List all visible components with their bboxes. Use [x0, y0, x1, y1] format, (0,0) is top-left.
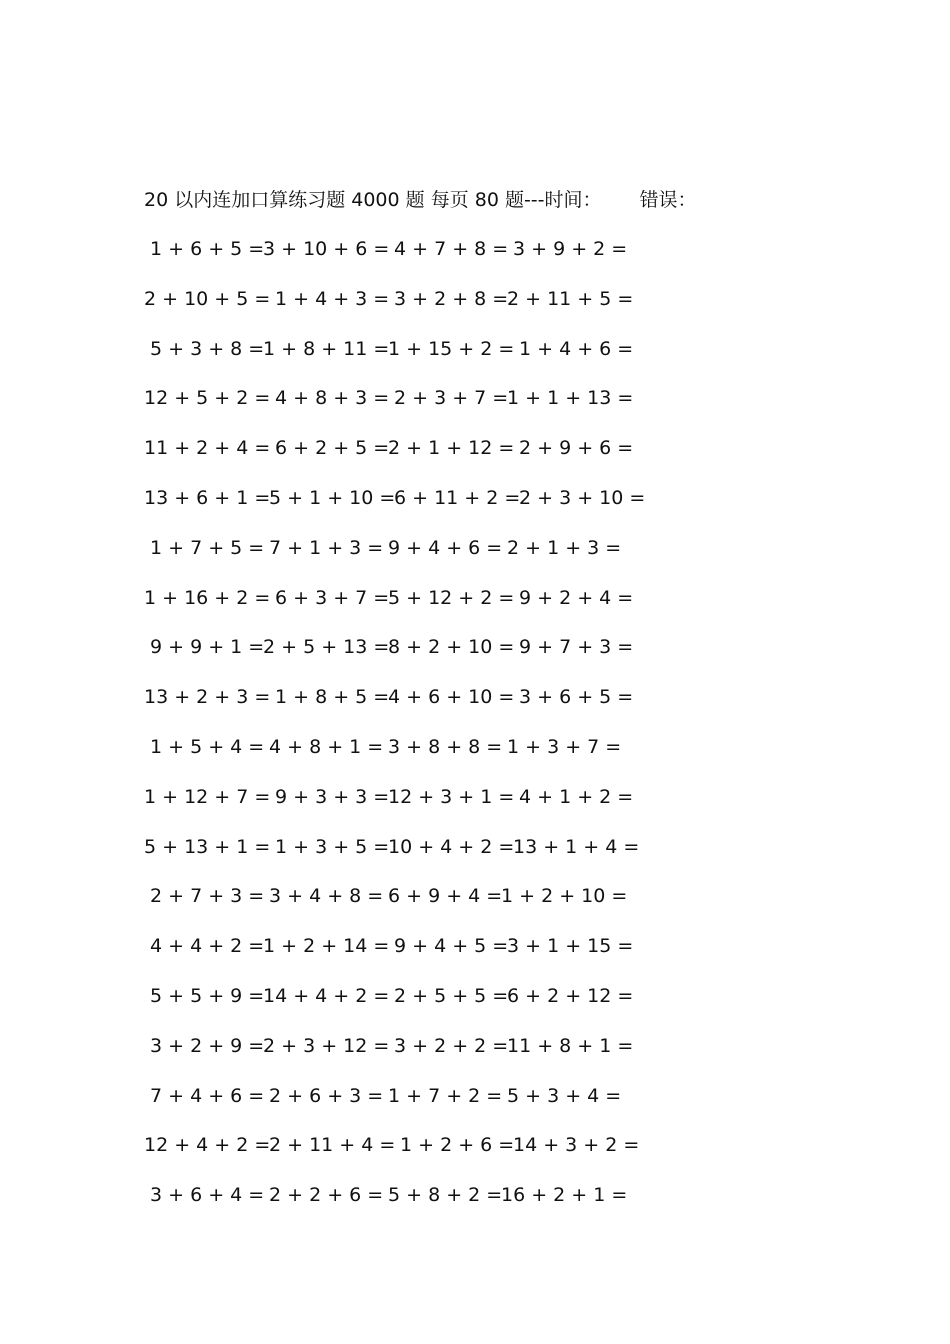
- arithmetic-problem: 9 + 4 + 6 =: [388, 536, 503, 559]
- arithmetic-problem: 3 + 2 + 2 =: [394, 1034, 509, 1057]
- arithmetic-problem: 3 + 9 + 2 =: [513, 238, 628, 260]
- arithmetic-problem: 14 + 3 + 2 =: [513, 1134, 640, 1157]
- arithmetic-problem: 5 + 5 + 9 =: [150, 984, 265, 1007]
- arithmetic-problem: 1 + 2 + 6 =: [400, 1134, 515, 1157]
- arithmetic-problem: 2 + 1 + 12 =: [388, 437, 515, 460]
- arithmetic-problem: 3 + 6 + 5 =: [519, 686, 634, 709]
- arithmetic-problem: 2 + 10 + 5 =: [144, 287, 271, 310]
- arithmetic-problem: 2 + 3 + 10 =: [519, 486, 646, 509]
- arithmetic-problem: 1 + 3 + 5 =: [275, 835, 390, 858]
- arithmetic-problem: 1 + 12 + 7 =: [144, 785, 271, 808]
- arithmetic-problem: 2 + 2 + 6 =: [269, 1184, 384, 1207]
- arithmetic-problem: 1 + 6 + 5 =: [150, 238, 265, 260]
- arithmetic-problem: 6 + 3 + 7 =: [275, 586, 390, 609]
- arithmetic-problem: 13 + 6 + 1 =: [144, 486, 271, 509]
- arithmetic-problem: 4 + 8 + 3 =: [275, 387, 390, 410]
- arithmetic-problem: 8 + 2 + 10 =: [388, 636, 515, 659]
- arithmetic-problem: 13 + 1 + 4 =: [513, 835, 640, 858]
- arithmetic-problem: 5 + 1 + 10 =: [269, 486, 396, 509]
- arithmetic-problem: 2 + 5 + 5 =: [394, 984, 509, 1007]
- arithmetic-problem: 1 + 7 + 5 =: [150, 536, 265, 559]
- arithmetic-problem: 3 + 6 + 4 =: [150, 1184, 265, 1207]
- arithmetic-problem: 1 + 7 + 2 =: [388, 1084, 503, 1107]
- arithmetic-problem: 1 + 4 + 3 =: [275, 287, 390, 310]
- arithmetic-problem: 7 + 4 + 6 =: [150, 1084, 265, 1107]
- arithmetic-problem: 5 + 3 + 4 =: [507, 1084, 622, 1107]
- worksheet-header: [144, 186, 697, 214]
- arithmetic-problem: 11 + 8 + 1 =: [507, 1034, 634, 1057]
- arithmetic-problem: 3 + 10 + 6 =: [263, 238, 390, 260]
- arithmetic-problem: 9 + 4 + 5 =: [394, 935, 509, 958]
- arithmetic-problem: 12 + 5 + 2 =: [144, 387, 271, 410]
- arithmetic-problem: 3 + 1 + 15 =: [507, 935, 634, 958]
- arithmetic-problem: 5 + 12 + 2 =: [388, 586, 515, 609]
- arithmetic-problem: 3 + 8 + 8 =: [388, 735, 503, 758]
- arithmetic-problem: 14 + 4 + 2 =: [263, 984, 390, 1007]
- arithmetic-problem: 1 + 5 + 4 =: [150, 735, 265, 758]
- arithmetic-problem: 7 + 1 + 3 =: [269, 536, 384, 559]
- arithmetic-problem: 6 + 11 + 2 =: [394, 486, 521, 509]
- arithmetic-problem: 5 + 3 + 8 =: [150, 337, 265, 360]
- arithmetic-problem: 2 + 9 + 6 =: [519, 437, 634, 460]
- arithmetic-problem: 11 + 2 + 4 =: [144, 437, 271, 460]
- arithmetic-problem: 2 + 6 + 3 =: [269, 1084, 384, 1107]
- arithmetic-problem: 1 + 8 + 5 =: [275, 686, 390, 709]
- arithmetic-problem: 12 + 3 + 1 =: [388, 785, 515, 808]
- arithmetic-problem: 1 + 4 + 6 =: [519, 337, 634, 360]
- arithmetic-problem: 12 + 4 + 2 =: [144, 1134, 271, 1157]
- arithmetic-problem: 9 + 9 + 1 =: [150, 636, 265, 659]
- arithmetic-problem: 5 + 8 + 2 =: [388, 1184, 503, 1207]
- arithmetic-problem: 4 + 7 + 8 =: [394, 238, 509, 260]
- arithmetic-problem: 16 + 2 + 1 =: [501, 1184, 628, 1207]
- arithmetic-problem: 4 + 8 + 1 =: [269, 735, 384, 758]
- errors-label: 错误：: [639, 189, 697, 211]
- arithmetic-problem: 2 + 11 + 4 =: [269, 1134, 396, 1157]
- arithmetic-problem: 9 + 7 + 3 =: [519, 636, 634, 659]
- arithmetic-problem: 3 + 2 + 9 =: [150, 1034, 265, 1057]
- arithmetic-problem: 3 + 2 + 8 =: [394, 287, 509, 310]
- arithmetic-problem: 1 + 15 + 2 =: [388, 337, 515, 360]
- arithmetic-problem: 1 + 2 + 10 =: [501, 885, 628, 908]
- arithmetic-problem: 4 + 1 + 2 =: [519, 785, 634, 808]
- arithmetic-problem: 4 + 6 + 10 =: [388, 686, 515, 709]
- arithmetic-problem: 13 + 2 + 3 =: [144, 686, 271, 709]
- arithmetic-problem: 1 + 2 + 14 =: [263, 935, 390, 958]
- arithmetic-problem: 10 + 4 + 2 =: [388, 835, 515, 858]
- arithmetic-problem: 2 + 11 + 5 =: [507, 287, 634, 310]
- arithmetic-problem: 2 + 5 + 13 =: [263, 636, 390, 659]
- arithmetic-problem: 4 + 4 + 2 =: [150, 935, 265, 958]
- arithmetic-problem: 1 + 16 + 2 =: [144, 586, 271, 609]
- arithmetic-problem: 1 + 8 + 11 =: [263, 337, 390, 360]
- arithmetic-problem: 9 + 3 + 3 =: [275, 785, 390, 808]
- arithmetic-problem: 5 + 13 + 1 =: [144, 835, 271, 858]
- worksheet-title: 20 以内连加口算练习题 4000 题 每页 80 题---时间：: [144, 189, 602, 211]
- arithmetic-problem: 6 + 2 + 5 =: [275, 437, 390, 460]
- arithmetic-problem: 2 + 3 + 7 =: [394, 387, 509, 410]
- arithmetic-problem: 1 + 1 + 13 =: [507, 387, 634, 410]
- arithmetic-problem: 6 + 2 + 12 =: [507, 984, 634, 1007]
- arithmetic-problem: 6 + 9 + 4 =: [388, 885, 503, 908]
- arithmetic-problem: 2 + 7 + 3 =: [150, 885, 265, 908]
- arithmetic-problem: 1 + 3 + 7 =: [507, 735, 622, 758]
- arithmetic-problem: 2 + 1 + 3 =: [507, 536, 622, 559]
- arithmetic-problem: 9 + 2 + 4 =: [519, 586, 634, 609]
- arithmetic-problem: 3 + 4 + 8 =: [269, 885, 384, 908]
- arithmetic-problem: 2 + 3 + 12 =: [263, 1034, 390, 1057]
